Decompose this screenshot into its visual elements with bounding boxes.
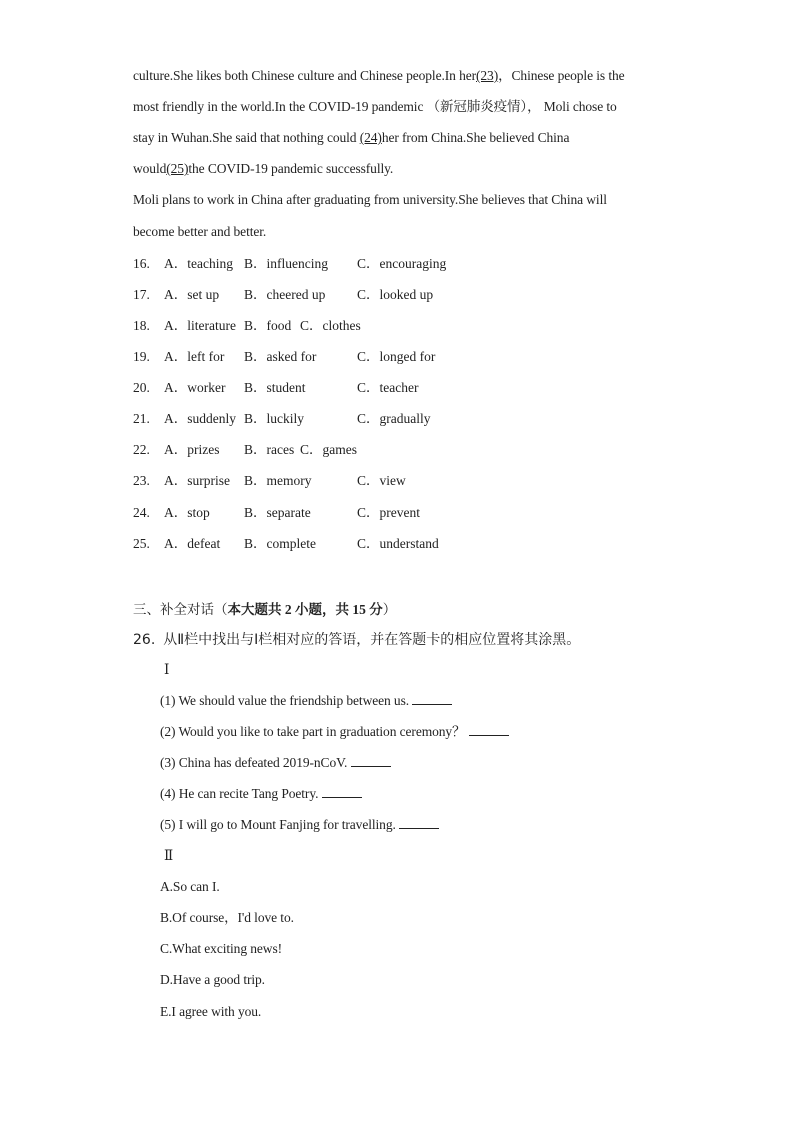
passage-text: would [133, 161, 167, 176]
option-a[interactable]: A．teaching [164, 256, 233, 271]
question-18-options [133, 318, 533, 334]
question-number: 22. [133, 442, 150, 457]
passage-line-2: most friendly in the world.In the COVID-19 pandemic （新冠肺炎疫情）， Moli chose to [133, 99, 617, 114]
question-number: 18. [133, 318, 150, 333]
section-heading-suffix: ） [382, 602, 397, 618]
option-c[interactable]: C．games [300, 442, 357, 457]
option-a[interactable]: A．surprise [164, 473, 230, 488]
answer-blank[interactable] [469, 723, 509, 736]
blank-24: (24) [359, 130, 382, 145]
option-c[interactable]: C．gradually [357, 411, 431, 426]
answer-blank[interactable] [399, 816, 439, 829]
question-19-options [133, 349, 533, 365]
option-a[interactable]: A．left for [164, 349, 225, 364]
passage-line-5: Moli plans to work in China after graduating from university.She believes that China will [133, 192, 607, 207]
option-c[interactable]: C．teacher [357, 380, 419, 395]
question-24-options [133, 505, 533, 521]
option-b[interactable]: B．asked for [244, 349, 317, 364]
option-c[interactable]: C．looked up [357, 287, 434, 302]
option-c[interactable]: C．longed for [357, 349, 436, 364]
option-c[interactable]: C．prevent [357, 505, 420, 520]
question-number: 26. [133, 632, 156, 648]
option-b[interactable]: B．memory [244, 473, 312, 488]
passage-line-6: become better and better. [133, 224, 267, 239]
option-b[interactable]: B．student [244, 380, 306, 395]
answer-blank[interactable] [351, 754, 391, 767]
section-heading-scoring: 本大题共 2 小题，共 15 分 [227, 602, 383, 617]
dialogue-text: (4) He can recite Tang Poetry. [160, 786, 319, 801]
dialogue-text: (3) China has defeated 2019-nCoV. [160, 755, 348, 770]
dialogue-item-1 [160, 692, 452, 709]
option-b[interactable]: B．food [244, 318, 292, 333]
question-23-options [133, 473, 533, 489]
question-20-options [133, 380, 533, 396]
dialogue-item-4 [160, 785, 362, 802]
instruction-text: 从Ⅱ栏中找出与Ⅰ栏相对应的答语，并在答题卡的相应位置将其涂黑。 [163, 632, 581, 648]
dialogue-item-2 [160, 723, 509, 740]
section-heading-prefix: 三、补全对话（ [133, 602, 228, 618]
option-a[interactable]: A．set up [164, 287, 220, 302]
option-a[interactable]: A．suddenly [164, 411, 236, 426]
option-a[interactable]: A．worker [164, 380, 226, 395]
answer-option-b: B.Of course，I'd love to. [160, 910, 294, 925]
answer-blank[interactable] [412, 692, 452, 705]
dialogue-item-3 [160, 754, 391, 771]
question-17-options [133, 287, 533, 303]
option-b[interactable]: B．complete [244, 536, 316, 551]
question-number: 25. [133, 536, 150, 551]
answer-option-e: E.I agree with you. [160, 1004, 262, 1019]
column-1-label: Ⅰ [164, 662, 170, 677]
passage-text: stay in Wuhan.She said that nothing could [133, 130, 360, 145]
question-number: 17. [133, 287, 150, 302]
option-c[interactable]: C．view [357, 473, 406, 488]
option-c[interactable]: C．clothes [300, 318, 361, 333]
dialogue-text: (1) We should value the friendship between us. [160, 693, 410, 708]
section-3-heading [133, 598, 396, 618]
passage-line-3 [133, 130, 569, 146]
option-c[interactable]: C．encouraging [357, 256, 447, 271]
option-b[interactable]: B．races [244, 442, 295, 457]
question-26-instruction [133, 629, 580, 649]
option-a[interactable]: A．defeat [164, 536, 221, 551]
question-number: 23. [133, 473, 150, 488]
option-a[interactable]: A．prizes [164, 442, 220, 457]
option-c[interactable]: C．understand [357, 536, 439, 551]
passage-line-1 [133, 68, 625, 84]
option-a[interactable]: A．literature [164, 318, 236, 333]
dialogue-text: (2) Would you like to take part in graduation ceremony？ [160, 724, 466, 739]
passage-text: ，Chinese people is the [498, 68, 625, 83]
option-b[interactable]: B．influencing [244, 256, 328, 271]
question-16-options [133, 256, 533, 272]
answer-option-d: D.Have a good trip. [160, 972, 265, 987]
question-25-options [133, 536, 533, 552]
option-b[interactable]: B．cheered up [244, 287, 326, 302]
question-number: 21. [133, 411, 150, 426]
dialogue-item-5 [160, 816, 439, 833]
question-number: 24. [133, 505, 150, 520]
blank-25: (25) [166, 161, 189, 176]
answer-blank[interactable] [322, 785, 362, 798]
question-number: 19. [133, 349, 150, 364]
question-21-options [133, 411, 533, 427]
blank-23: (23) [476, 68, 499, 83]
answer-option-a: A.So can I. [160, 879, 220, 894]
dialogue-text: (5) I will go to Mount Fanjing for travelling. [160, 817, 396, 832]
option-a[interactable]: A．stop [164, 505, 210, 520]
question-22-options [133, 442, 533, 458]
passage-line-4 [133, 161, 393, 177]
answer-option-c: C.What exciting news! [160, 941, 282, 956]
option-b[interactable]: B．luckily [244, 411, 304, 426]
question-number: 16. [133, 256, 150, 271]
option-b[interactable]: B．separate [244, 505, 311, 520]
passage-text: culture.She likes both Chinese culture and Chinese people.In her [133, 68, 477, 83]
column-2-label: Ⅱ [164, 848, 174, 863]
passage-text: the COVID-19 pandemic successfully. [188, 161, 394, 176]
question-number: 20. [133, 380, 150, 395]
passage-text: her from China.She believed China [381, 130, 570, 145]
